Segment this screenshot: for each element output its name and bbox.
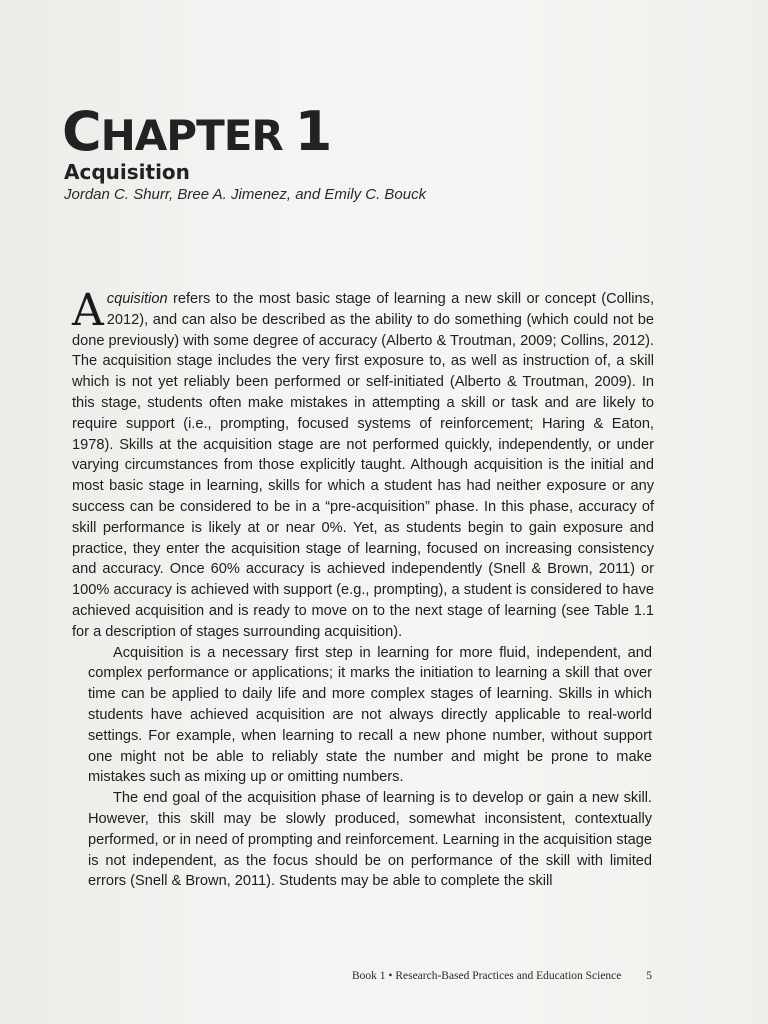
chapter-number: 1 [294,100,332,163]
page-footer [352,970,652,982]
paragraph-1 [72,285,654,643]
body-text [72,285,654,892]
paragraph-3: The end goal of the acquisition phase of learning is to develop or gain a new skill. However, this skill may be slowly produced, somewhat inconsistent, contextually performed, or in need of prompting and reinforcement. Learning in the acquisition stage is not independent, as the focus should be on performance of the skill with limited errors (Snell & Brown, 2011). Students may be able to complete the skill [88,790,652,890]
chapter-heading [62,100,331,163]
chapter-label-initial: C [62,100,101,163]
paragraph-1-text: refers to the most basic stage of learning a new skill or concept (Collins, 2012), and can also be described as the ability to do something (which could not be done previously) with some degree of accuracy (Alberto & Troutman, 2009; Collins, 2012). The acquisition stage includes the very first exposure to, as well as instruction of, a skill which is not yet reliably been performed or self-initiated (Alberto & Troutman, 2009). In this stage, students often make mistakes in attempting a skill or task and are likely to require support (i.e., prompting, focused systems of reinforcement; Haring & Eaton, 1978). Skills at the acquisition stage are not performed quickly, independently, or under varying circumstances from those explicitly taught. Although acquisition is the initial and most basic stage in learning, skills for which a student has had neither exposure or any success can be considered to be in a “pre-acquisition” phase. In this phase, accuracy of skill performance is likely at or near 0%. Yet, as students begin to gain exposure and practice, they enter the acquisition stage of learning, focused on increasing consistency and accuracy. Once 60% accuracy is achieved independently (Snell & Brown, 2011) or 100% accuracy is achieved with support (e.g., prompting), a student is considered to have achieved acquisition and is ready to move on to the next stage of learning (see Table 1.1 for a description of stages surrounding acquisition). [72,291,654,640]
page-number: 5 [646,970,652,982]
lead-word: cquisition [106,291,168,307]
running-title: Book 1 • Research-Based Practices and Education Science [352,970,622,982]
paragraph-2: Acquisition is a necessary first step in learning for more fluid, independent, and complex performance or applications; it marks the initiation to learning a skill that over time can be applied to daily life and more complex stages of learning. Skills in which students have achieved acquisition are not always directly applicable to real-world settings. For example, when learning to recall a new phone number, without support one might not be able to reliably state the number and might be prone to make mistakes such as mixing up or omitting numbers. [88,644,652,786]
chapter-title: Acquisition [64,160,190,184]
chapter-authors: Jordan C. Shurr, Bree A. Jimenez, and Emily C. Bouck [64,186,427,203]
chapter-label-rest: HAPTER [100,111,283,160]
drop-cap: A [72,285,104,336]
